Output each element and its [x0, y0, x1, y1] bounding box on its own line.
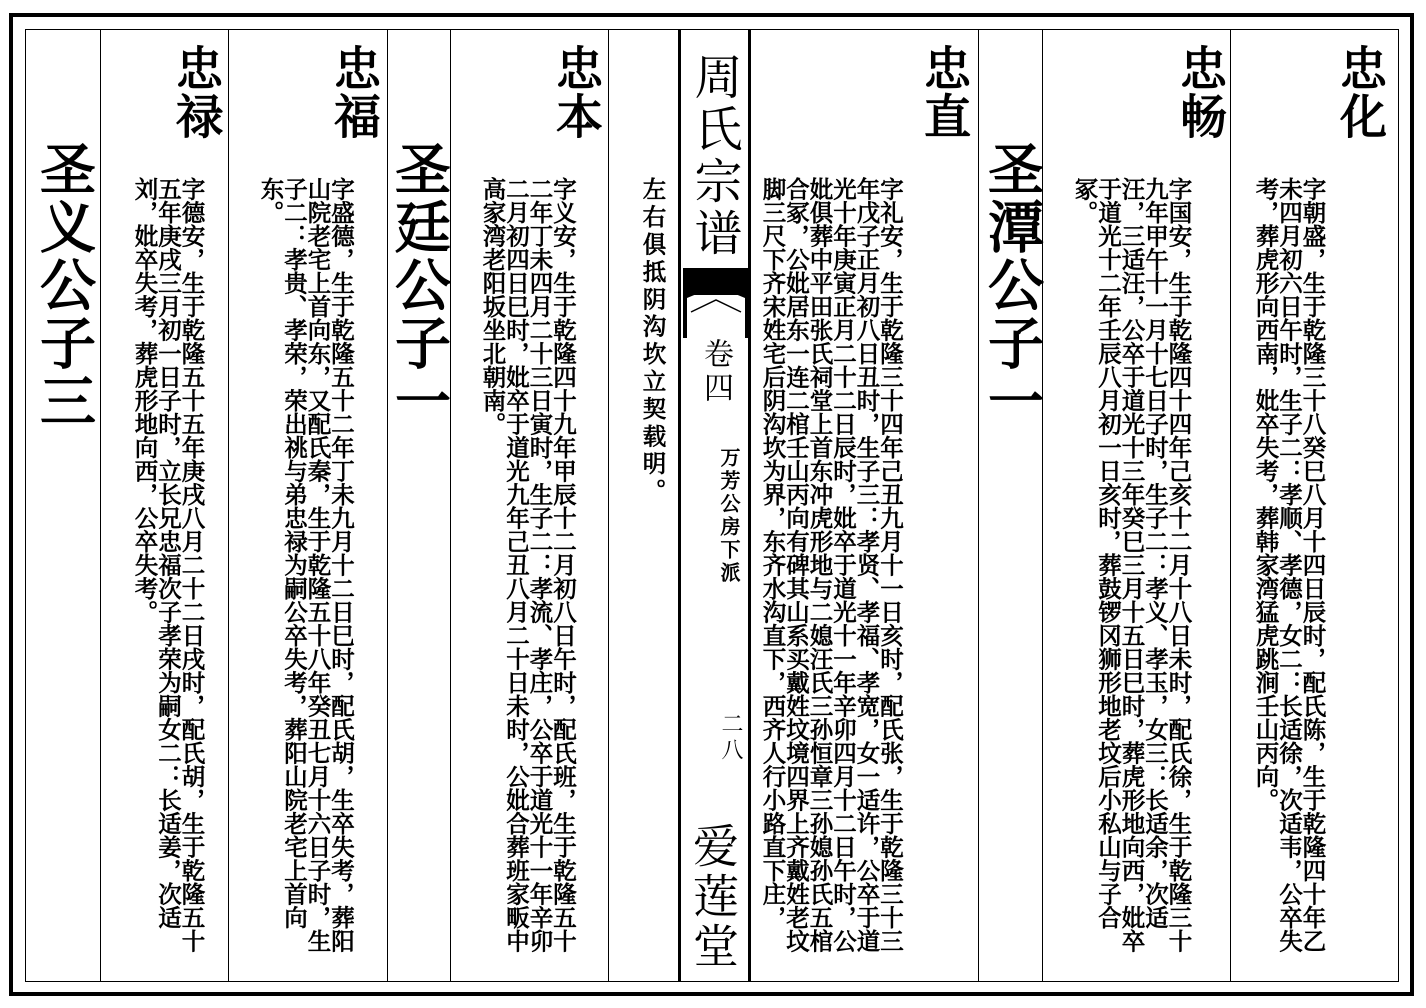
volume-label: 卷四	[698, 338, 733, 406]
note-text: 左右俱抵阴沟坎立契载明。	[638, 177, 667, 506]
fishtail-ornament	[683, 268, 749, 338]
section-heading-shengting: 圣廷公子一	[386, 140, 452, 430]
person-name-zhongchang: 忠畅	[1172, 44, 1227, 140]
bio-text-zhonglu: 字德安，生于乾隆五十五年庚戌八月二十二日戌时，配氏胡，生于乾隆五十五年庚戌三月初一日子时，立长兄忠福次子孝荣为嗣女二：长适姜，次适刘，妣卒失考，葬虎形地向西，公卒失考。	[130, 177, 206, 953]
page-number: 二八	[718, 712, 743, 764]
hall-name: 爱莲堂	[686, 822, 740, 972]
column-divider	[608, 29, 609, 982]
bio-text-zhongfu: 字盛德，生于乾隆五十二年丁未九月十二日巳时，配氏胡，生卒失考，葬阳山院老宅上首向东，又配氏秦，生于乾隆五十八年癸丑七月十六日子时，生子二：孝贵、孝荣，荣出祧与弟忠禄为嗣公卒失考，葬阳山院老宅上首向东。	[256, 177, 355, 953]
bio-text-zhongzhi: 字礼安，生于乾隆三十四年己丑九月十一日亥时，配氏张，生于乾隆三十三年戊子正月初八日丑时，生子三：孝贤、孝福、孝宽，女一适许，公卒于道光十年庚寅正月二十二日辰时，妣卒于道光十一年辛卯四月十二日午时，公妣俱葬中平田张氏祠堂上首东冲虎形地与二媳汪氏三孙恒章三孙媳孙氏五棺合冢，公妣居东一连二棺壬山丙向有碑其山系买戴姓坟境四界上齐戴姓老坟脚三尺下齐宋姓宅后阴沟坎为界，东齐水沟直下，西齐人行小路直下庄，	[758, 177, 904, 953]
bio-text-zhongben: 字义安，生于乾隆四十九年甲辰十二月初八日午时，配氏班，生于乾隆五十二年丁未四月二十三日寅时，生子二：孝流、孝庄，公卒于道光十一年辛卯二月初四日巳时，妣卒于道光九年己丑八月二十日未时，公妣合葬班家畈中高家湾老阳坂坐北朝南。	[478, 177, 577, 953]
person-name-zhonglu: 忠禄	[168, 44, 223, 140]
spine-right-border	[748, 29, 751, 982]
section-heading-shengyi: 圣义公子三	[31, 140, 97, 430]
column-divider	[100, 29, 101, 982]
bio-text-zhonghua: 字朝盛，生于乾隆三十八癸巳八月十四日辰时，配氏陈，生于乾隆四十年乙未四月初六日午时，生子二：孝顺、孝德，女二：长适徐，次适韦，公卒失考，葬虎形向西南，妣卒失考，葬韩家湾猛虎跳涧壬山丙向。	[1251, 177, 1327, 953]
person-name-zhonghua: 忠化	[1332, 44, 1387, 140]
person-name-zhongzhi: 忠直	[916, 44, 971, 140]
genealogy-title: 周氏宗谱	[686, 52, 742, 260]
person-name-zhongben: 忠本	[548, 44, 603, 140]
column-divider	[228, 29, 229, 982]
column-divider	[1230, 29, 1231, 982]
section-heading-shengtan: 圣潭公子一	[979, 140, 1045, 430]
person-name-zhongfu: 忠福	[326, 44, 381, 140]
branch-label: 万芳公房下派	[717, 447, 741, 585]
spine-left-border	[678, 29, 681, 982]
bio-text-zhongchang: 字国安，生于乾隆四十四年己亥十二月十八日未时，配氏徐，生于乾隆三十九年甲午十一月十七日子时，生子二：孝义、孝玉，女三：长适余，次适汪，三适汪，公卒于道光十三年癸巳三月十五日巳时，葬虎形地向西，妣卒于道光十二年壬辰八月初一日亥时，葬鼓锣冈狮形地老坟后小私山与子合冢。	[1070, 177, 1193, 953]
